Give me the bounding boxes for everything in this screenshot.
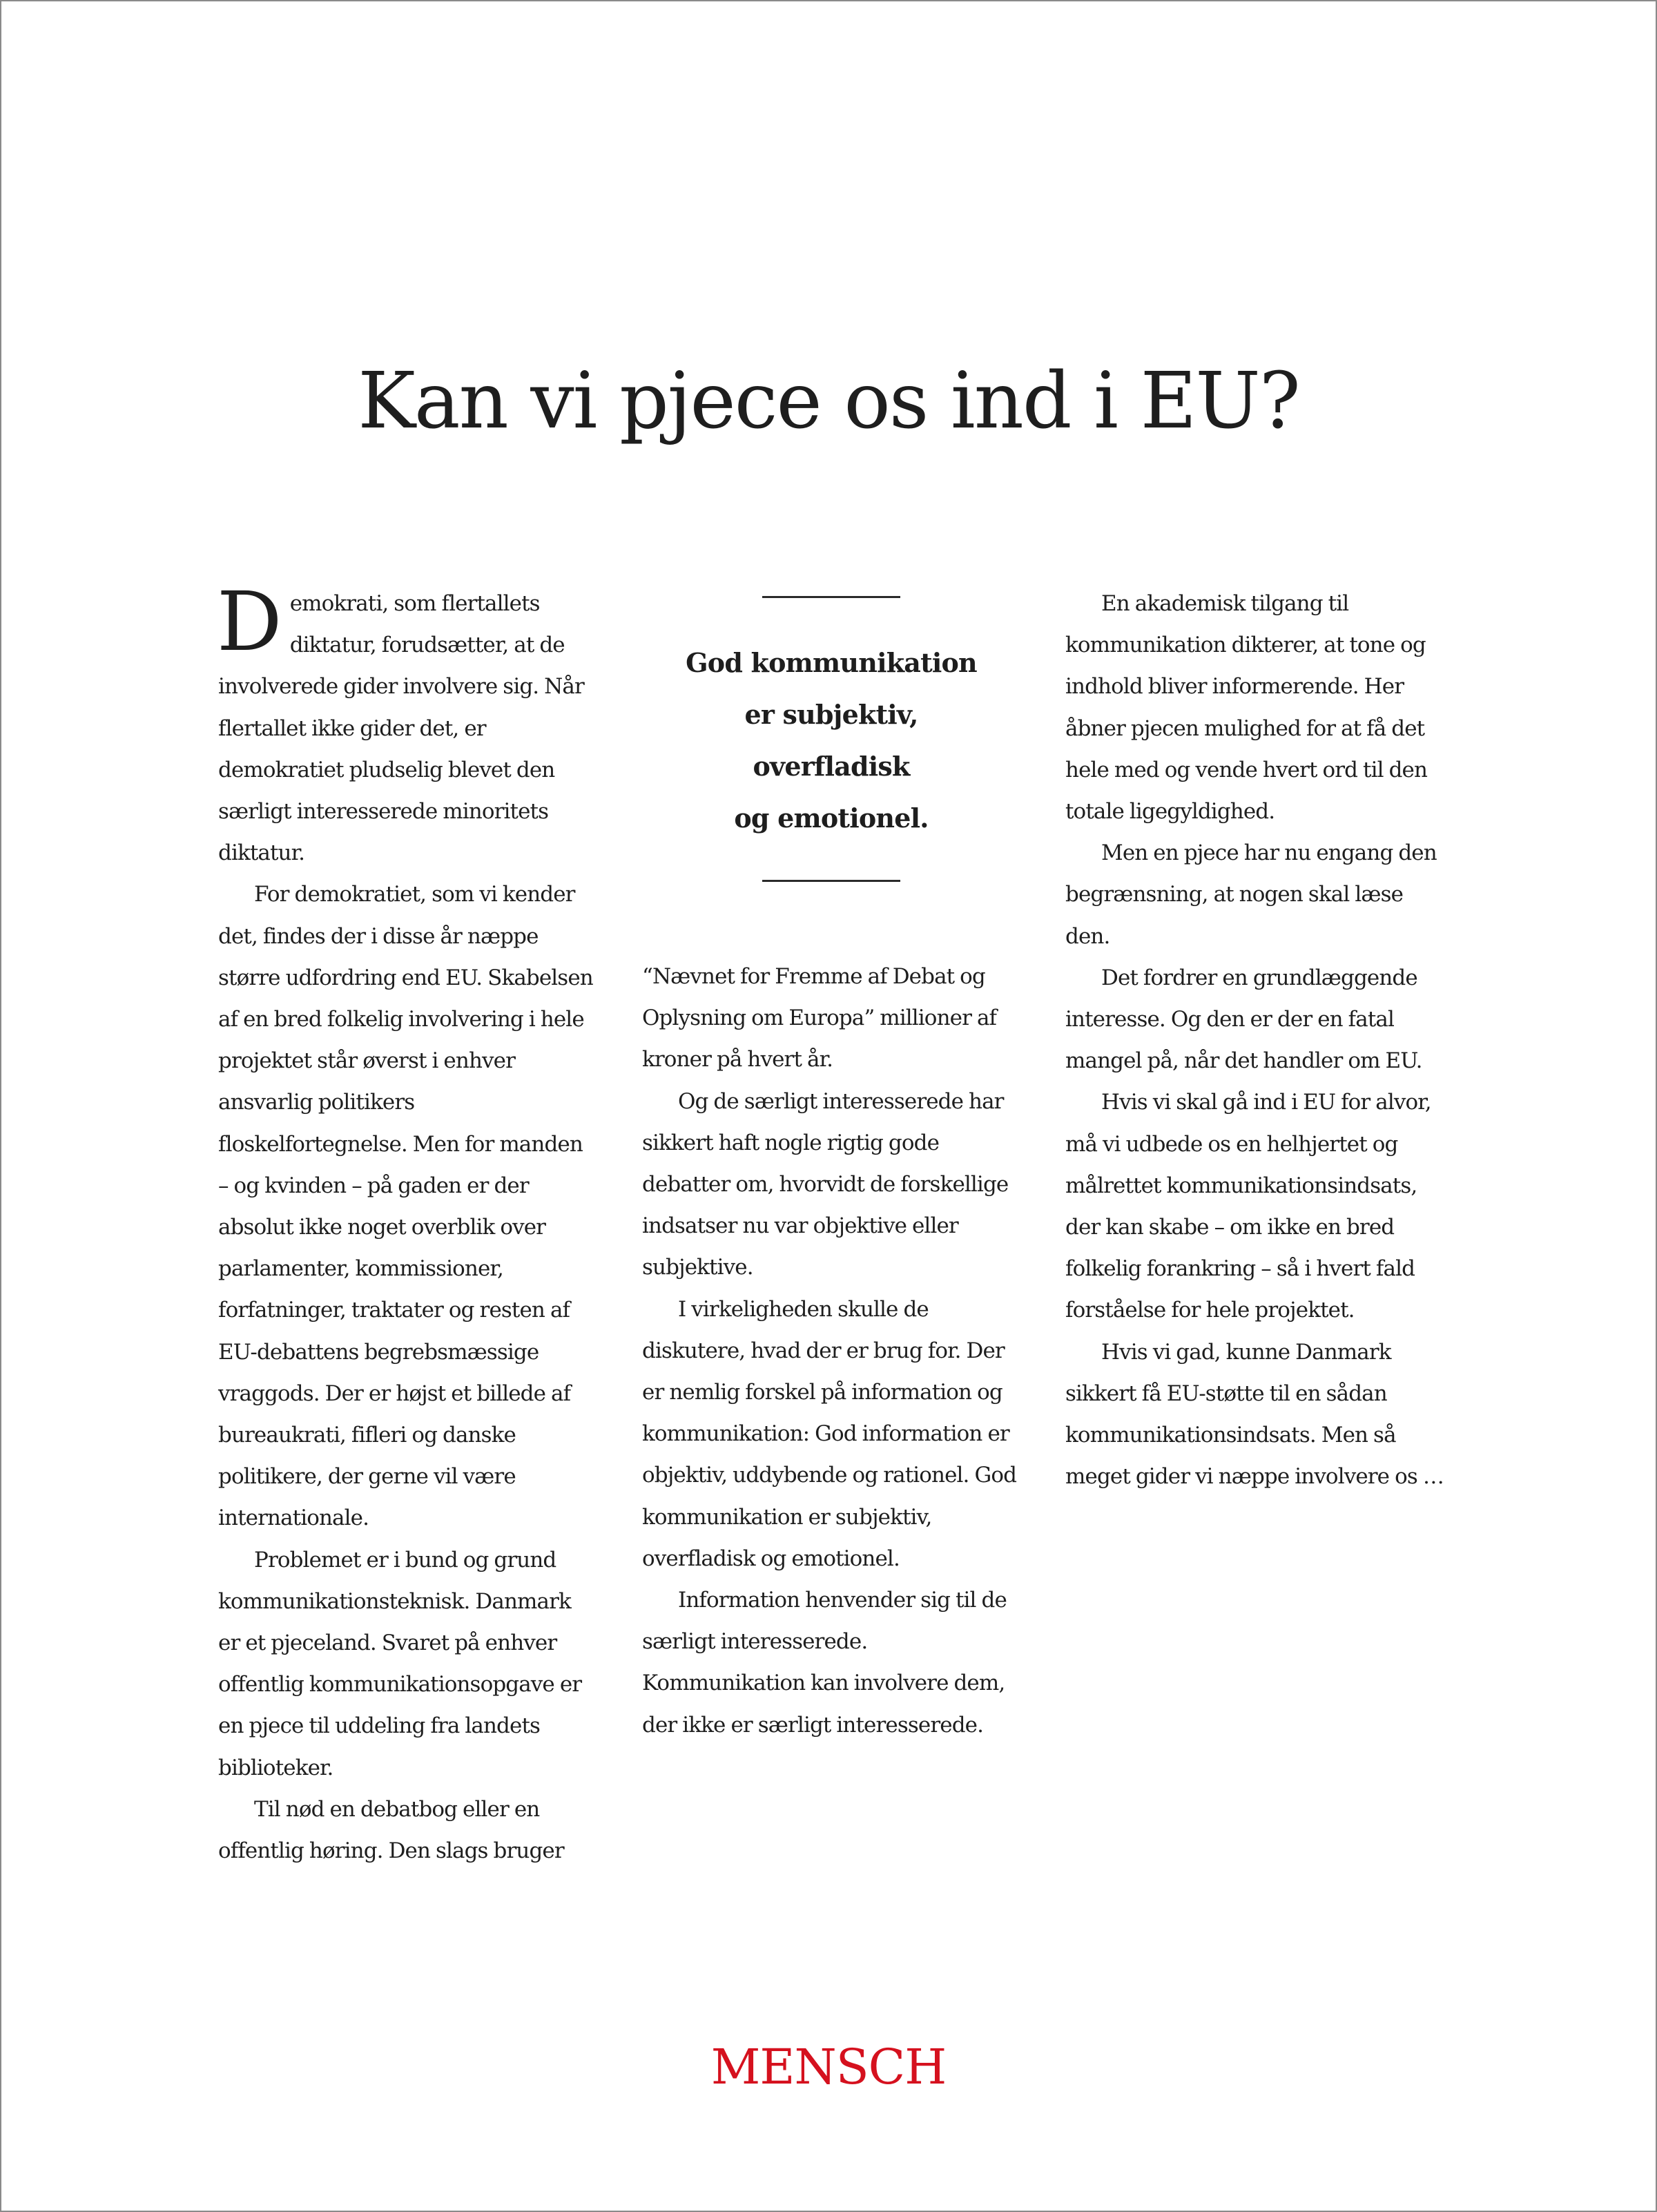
body-paragraph: Men en pjece har nu engang den begrænsning, at nogen skal læse den. [1065, 840, 1437, 949]
body-paragraph: Til nød en debatbog eller en offentlig høring. Den slags bruger [218, 1796, 564, 1864]
body-paragraph: En akademisk tilgang til kommunikation dikterer, at tone og indhold bliver informerende. Her åbner pjecen mulighed for at få det hele med og vende hvert ord til den totale ligegyldighed. [1065, 591, 1428, 825]
paragraph-text: emokrati, som flertallets diktatur, forudsætter, at de involverede gider involvere sig. Når flertallet ikke gider det, er demokratiet pludselig blevet den særligt interesserede minoritets diktatur. [218, 591, 584, 866]
body-paragraph: “Nævnet for Fremme af Debat og Oplysning om Europa” millioner af kroner på hvert år. [642, 964, 997, 1073]
body-paragraph: Hvis vi skal gå ind i EU for alvor, må vi udbede os en helhjertet og målrettet kommunikationsindsats, der kan skabe – om ikke en bred folkelig forankring – så i hvert fald forståelse for hele projektet. [1065, 1090, 1431, 1323]
body-paragraph: Information henvender sig til de særligt interesserede. Kommunikation kan involvere dem, der ikke er særligt interesserede. [642, 1588, 1007, 1738]
pull-quote-line: overfladisk [753, 751, 910, 782]
pull-quote-line: er subjektiv, [744, 699, 918, 730]
body-paragraph: Det fordrer en grundlæggende interesse. Og den er der en fatal mangel på, når det handler om EU. [1065, 965, 1422, 1074]
pull-quote-text [642, 637, 1020, 844]
drop-cap: D [217, 574, 282, 669]
pull-quote-top-rule [762, 596, 900, 598]
pull-quote [642, 596, 1020, 882]
body-paragraph: Hvis vi gad, kunne Danmark sikkert få EU-støtte til en sådan kommunikationsindsats. Men så meget gider vi næppe involvere os … [1065, 1339, 1444, 1490]
pull-quote-line: og emotionel. [734, 802, 929, 834]
body-column-2 [642, 956, 1020, 1746]
headline: Kan vi pjece os ind i EU? [358, 356, 1299, 446]
body-paragraph: Problemet er i bund og grund kommunikationsteknisk. Danmark er et pjeceland. Svaret på enhver offentlig kommunikationsopgave er en pjece til uddeling fra landets biblioteker. [218, 1547, 582, 1780]
body-column-3 [1065, 583, 1444, 1497]
pull-quote-line: God kommunikation [686, 647, 977, 678]
body-paragraph: I virkeligheden skulle de diskutere, hvad der er brug for. Der er nemlig forskel på information og kommunikation: God information er objektiv, uddybende og rationel. God kommunikation er subjektiv, overfladisk og emotionel. [642, 1296, 1017, 1571]
body-paragraph [217, 574, 597, 874]
pull-quote-bottom-rule [762, 880, 900, 882]
body-column-1 [217, 574, 597, 1872]
mensch-logo: MENSCH [710, 2039, 947, 2095]
body-paragraph: For demokratiet, som vi kender det, findes der i disse år næppe større udfordring end EU. Skabelsen af en bred folkelig involvering i hele projektet står øverst i enhver ansvarlig politikers floskelfortegnelse. Men for manden – og kvinden – på gaden er der absolut ikke noget overblik over parlamenter, kommissioner, forfatninger, traktater og resten af EU-debattens begrebsmæssige vraggods. Der er højst et billede af bureaukrati, fifleri og danske politikere, der gerne vil være internationale. [218, 882, 593, 1531]
body-paragraph: Og de særligt interesserede har sikkert haft nogle rigtig gode debatter om, hvorvidt de forskellige indsatser nu var objektive eller subjektive. [642, 1088, 1009, 1280]
